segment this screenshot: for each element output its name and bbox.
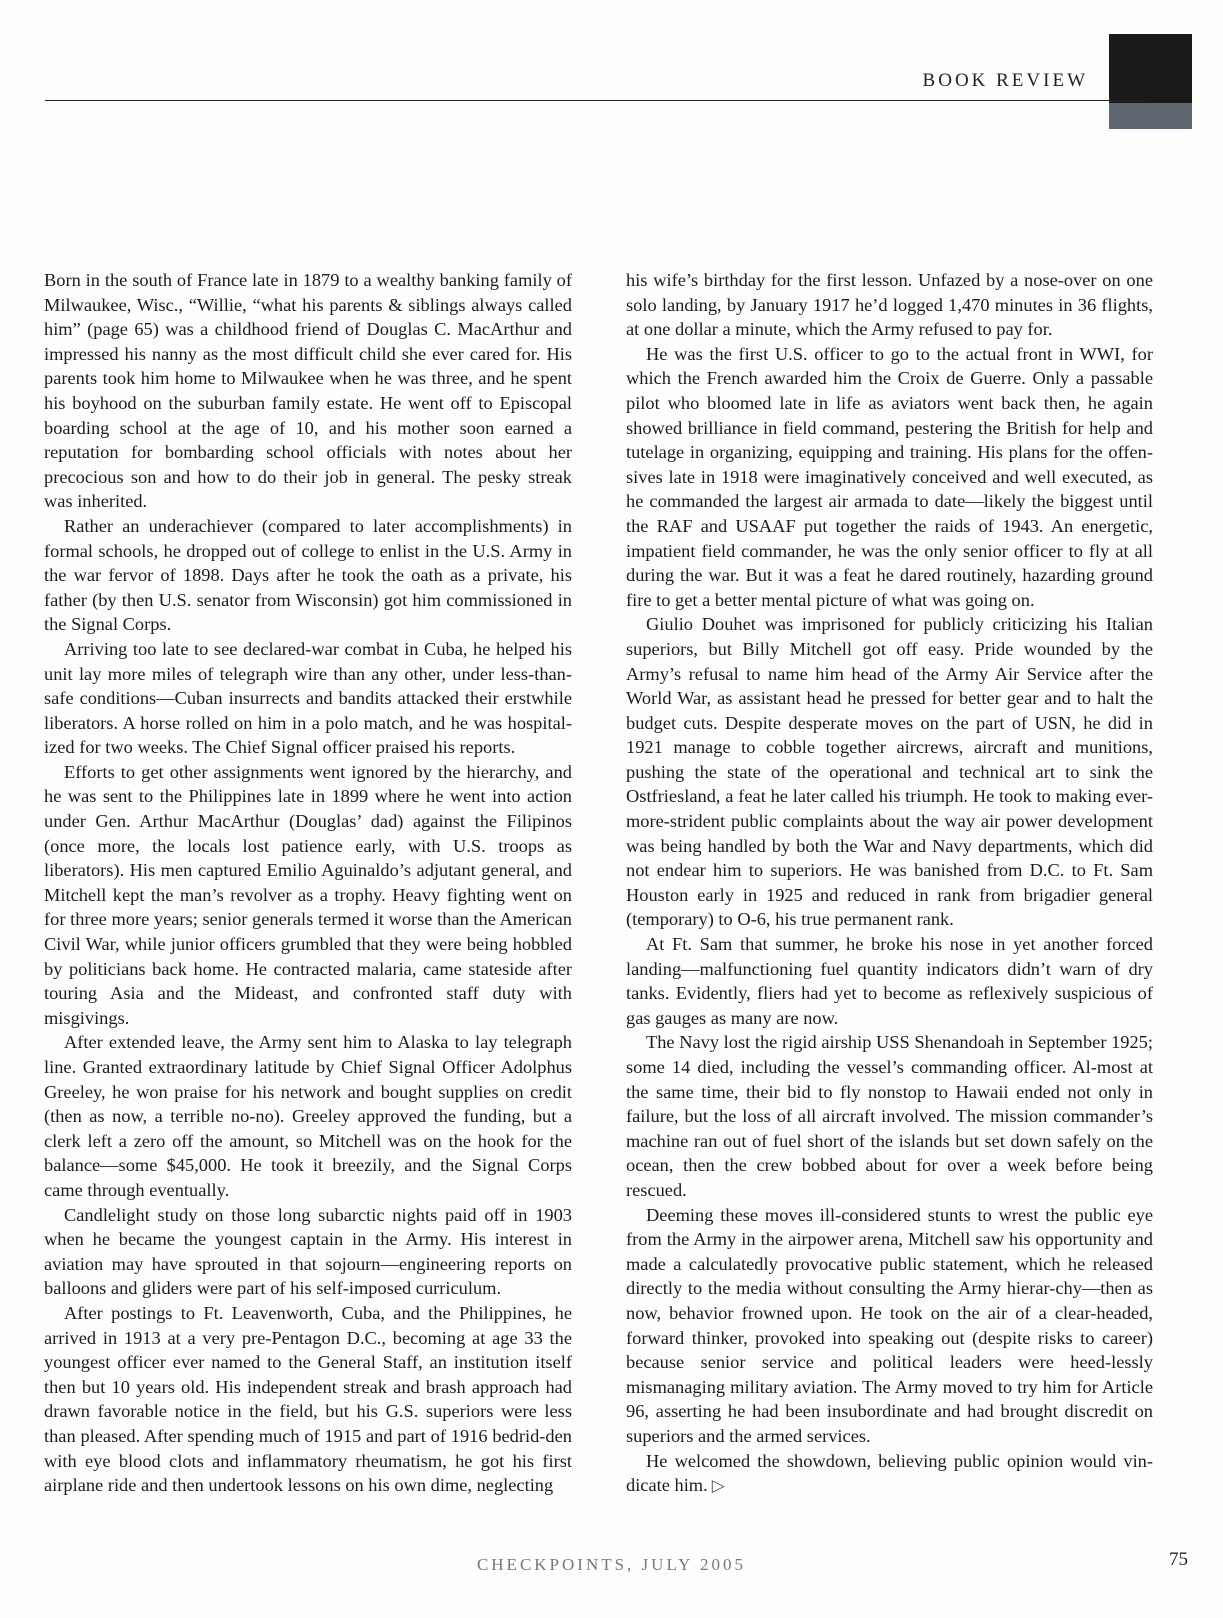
section-tab-marker [1109, 34, 1192, 129]
left-column [44, 268, 572, 1498]
paragraph: Giulio Douhet was imprisoned for publicly criticizing his Italian superiors, but Billy Mitchell got off easy. Pride wounded by the Army’s refusal to name him head of the Army Air Service after the World War, as assistant head he pressed for better gear and to halt the budget cuts. Despite desperate moves on the part of USN, he did in 1921 manage to cobble together aircrews, aircraft and munitions, pushing the state of the operational and technical art to sink the Ostfriesland, a feat he later called his triumph. He took to making ever-more-strident public complaints about the way air power development was being handled by both the War and Navy departments, which did not endear him to superiors. He was banished from D.C. to Ft. Sam Houston early in 1925 and reduced in rank from brigadier general (temporary) to O-6, his true permanent rank. [626, 614, 1153, 930]
header-rule [45, 100, 1145, 101]
section-label: BOOK REVIEW [922, 70, 1088, 91]
right-column [626, 268, 1153, 1499]
paragraph: The Navy lost the rigid airship USS Shenandoah in September 1925; some 14 died, including the vessel’s commanding officer. Al-most at the same time, their bid to fly nonstop to Hawaii ended not only in failure, but the loss of all aircraft involved. The mission commander’s machine ran out of fuel short of the islands but set down safely on the ocean, then the crew bobbed about for over a week before being rescued. [626, 1032, 1153, 1200]
paragraph: Rather an underachiever (compared to later accomplishments) in formal schools, he dropped out of college to enlist in the U.S. Army in the war fervor of 1898. Days after he took the oath as a private, his father (by then U.S. senator from Wisconsin) got him commissioned in the Signal Corps. [44, 515, 572, 635]
paragraph: Born in the south of France late in 1879 to a wealthy banking family of Milwaukee, Wisc., “Willie, “what his parents & siblings always called him” (page 65) was a childhood friend of Douglas C. MacArthur and impressed his nanny as the most difficult child she ever cared for. His parents took him home to Milwaukee when he was three, and he spent his boyhood on the suburban family estate. He went off to Episcopal boarding school at the age of 10, and his mother soon earned a reputation for bombarding school officials with notes about her precocious son and how to do their job in general. The pesky streak was inherited. [44, 270, 572, 512]
paragraph: After postings to Ft. Leavenworth, Cuba, and the Philippines, he arrived in 1913 at a very pre-Pentagon D.C., becoming at age 33 the youngest officer ever named to the General Staff, an institution itself then but 10 years old. His independent streak and brash approach had drawn favorable notice in the field, but his G.S. superiors were less than pleased. After spending much of 1915 and part of 1916 bedrid-den with eye blood clots and inflammatory rheumatism, he got his first airplane ride and then undertook lessons on his own dime, neglecting [44, 1302, 572, 1496]
last-paragraph [626, 1449, 1153, 1499]
paragraph-text: He welcomed the showdown, believing public opinion would vin-dicate him. [626, 1450, 1153, 1496]
publication-footer: CHECKPOINTS, JULY 2005 [476, 1555, 747, 1574]
page-number: 75 [1169, 1549, 1188, 1570]
continued-arrow-icon: ▷ [711, 1476, 725, 1496]
paragraph: At Ft. Sam that summer, he broke his nose in yet another forced landing—malfunctioning fuel quantity indicators didn’t warn of dry tanks. Evidently, fliers had yet to become as reflexively suspicious of gas gauges as many are now. [626, 934, 1153, 1028]
paragraph: He was the first U.S. officer to go to the actual front in WWI, for which the French awarded him the Croix de Guerre. Only a passable pilot who bloomed late in life as aviators went back then, he again showed brilliance in field command, pestering the British for help and tutelage in organizing, equipping and training. His plans for the offen-sives late in 1918 were imaginatively conceived and well executed, as he commanded the largest air armada to date—likely the biggest until the RAF and USAAF put together the raids of 1943. An energetic, impatient field commander, he was the only senior officer to fly at all during the war. But it was a feat he dared routinely, hazarding ground fire to get a better mental picture of what was going on. [626, 343, 1153, 610]
paragraph: Candlelight study on those long subarctic nights paid off in 1903 when he became the youngest captain in the Army. His interest in aviation may have sprouted in that sojourn—engineering reports on balloons and gliders were part of his self-imposed curriculum. [44, 1204, 572, 1299]
paragraph: Arriving too late to see declared-war combat in Cuba, he helped his unit lay more miles of telegraph wire than any other, under less-than-safe conditions—Cuban insurrects and bandits attacked their erstwhile liberators. A horse rolled on him in a polo match, and he was hospital-ized for two weeks. The Chief Signal officer praised his reports. [44, 638, 572, 758]
paragraph: Efforts to get other assignments went ignored by the hierarchy, and he was sent to the Philippines late in 1899 where he went into action under Gen. Arthur MacArthur (Douglas’ dad) against the Filipinos (once more, the locals lost patience early, with U.S. troops as liberators). His men captured Emilio Aguinaldo’s adjutant general, and Mitchell kept the man’s revolver as a trophy. Heavy fighting went on for three more years; senior generals termed it worse than the American Civil War, while junior officers grumbled that they were being hobbled by politicians back home. He contracted malaria, came stateside after touring Asia and the Mideast, and confronted staff duty with misgivings. [44, 761, 572, 1028]
section-tab-band [1109, 103, 1192, 129]
paragraph: Deeming these moves ill-considered stunts to wrest the public eye from the Army in the airpower arena, Mitchell saw his opportunity and made a calculatedly provocative public statement, which he released directly to the media without consulting the Army hierar-chy—then as now, behavior frowned upon. He took on the air of a clear-headed, forward thinker, provoked into speaking out (despite risks to career) because senior service and political leaders were heed-lessly mismanaging military aviation. The Army moved to try him for Article 96, asserting he had been insubordinate and had brought discredit on superiors and the armed services. [626, 1204, 1153, 1446]
paragraph: After extended leave, the Army sent him to Alaska to lay telegraph line. Granted extraordinary latitude by Chief Signal Officer Adolphus Greeley, he won praise for his network and bought supplies on credit (then as now, a terrible no-no). Greeley approved the funding, but a clerk left a zero off the amount, so Mitchell was on the hook for the balance—some $45,000. He took it breezily, and the Signal Corps came through eventually. [44, 1032, 572, 1200]
paragraph: his wife’s birthday for the first lesson. Unfazed by a nose-over on one solo landing, by January 1917 he’d logged 1,470 minutes in 36 flights, at one dollar a minute, which the Army refused to pay for. [626, 270, 1153, 340]
